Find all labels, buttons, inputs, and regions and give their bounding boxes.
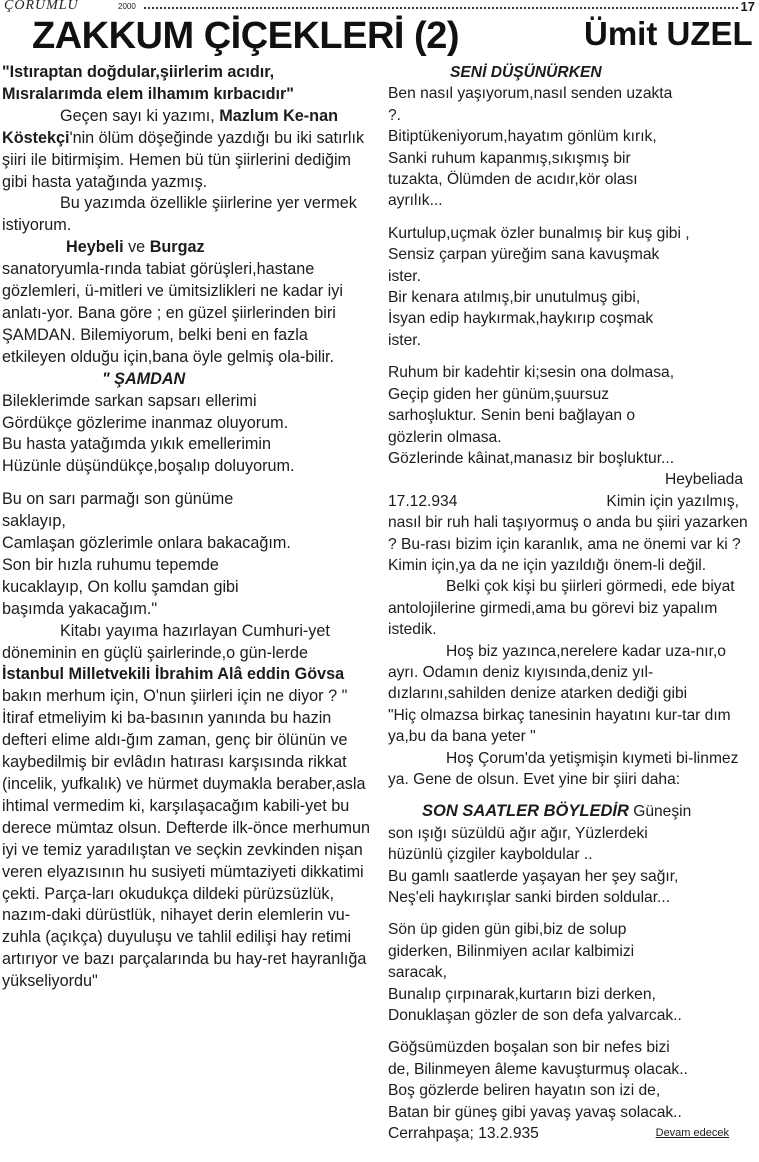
paragraph: Belki çok kişi bu şiirleri görmedi, ede biyat antolojilerine girmedi,ama bu görevi biz yapalım istedik. (388, 578, 735, 639)
lead-line: "Istıraptan doğdular,şiirlerim acıdır, (2, 63, 275, 81)
poem-line: Sön üp giden gün gibi,biz de solup (388, 921, 627, 939)
text-run: ve (123, 238, 150, 257)
quote: "Hiç olmazsa birkaç tanesinin hayatını kur-tar dım ya,bu da bana yeter " (388, 706, 731, 746)
paragraph: Hoş biz yazınca,nerelere kadar uza-nır,o ayrı. Odamın deniz kıyısında,deniz yıl- dızlarını,sahilden denize atarken dediği gibi (388, 642, 726, 703)
poem-line: Donuklaşan gözler de son defa yalvarcak.. (388, 1007, 682, 1025)
paragraph (2, 621, 372, 993)
poet-name: Mazlum Ke-nan Köstekçi (2, 106, 338, 147)
poem-line: ister. (388, 331, 421, 349)
text-run: 'nin ölüm döşeğinde yazdığı bu iki satırlık şiiri ile bitirmişim. Hemen bü tün şiirlerini dediğim gibi hasta yatağında yazmış. (2, 128, 365, 191)
text-run: sanatoryumla-rında tabiat görüşleri,hastane gözlemleri, ü-mitleri ve ümitsizlikleri ne kadar iyi anlatı-yor. Bana göre ; en güzel şiirlerinden biri ŞAMDAN. Bilemiyorum, belki beni en fazla etkileyen olduğu için,bana öyle gelmiş ola-bilir. (2, 260, 343, 366)
poem-line: Bunalıp çırpınarak,kurtarın bizi derken, (388, 985, 656, 1003)
poem-stanza (388, 83, 757, 211)
poem-stanza (388, 919, 757, 1026)
poem-stanza (2, 391, 372, 479)
paragraph: nasıl bir ruh hali taşıyormuş o anda bu şiiri yazarken ? Bu-rası bizim için karanlık, ama ne önemi var ki ? Kimin için,ya da ne için yazıldığı önem-li değil. (388, 514, 748, 574)
left-column (2, 62, 372, 993)
article-footer (388, 1123, 757, 1144)
poem-line: Son bir hızla ruhumu tepemde (2, 555, 219, 574)
poem-line: Bileklerimde sarkan sapsarı ellerimi (2, 391, 257, 410)
poem-title: " ŞAMDAN (102, 369, 186, 388)
poem-line: Ruhum bir kadehtir ki;sesin ona dolmasa, (388, 364, 675, 382)
article-title: ZAKKUM ÇİÇEKLERİ (2) (32, 15, 459, 57)
poem-line: giderken, Bilinmiyen acılar kalbimizi (388, 942, 635, 960)
text-run: bakın merhum için, O'nun şiirleri için ne diyor ? " İtiraf etmeliyim ki ba-basının yanında bu hazin defteri elime aldı-ğım zaman, genç bir ölünün ve kaybedilmiş bir evlâdın hatırası karşısında rikkat (incelik, yufkalık) ve hürmet duymakla beraber,asla ihtimal vermedim ki, karşılaşacağım kabili-yet bu derece mümtaz olsun. Defterde ilk-önce merhumun iyi ve temiz yaradılıştan ve seçkin zevkinden nişan veren elyazısının hu susiyeti mümtaziyeti dikkatimi çekti. Parça-ları okudukça dildeki pürüzsüzlük, nazım-daki dürüstlük, nihayet derin elemlerin vu-zuhla (açıkça) duyuluşu ve tahlil edilişi hay retimi artırıyor ve bazı parçalarında bu hay-ret hayranlığa yükseliyordu" (2, 687, 370, 991)
poem-line: Göğsümüzden boşalan son bir nefes bizi (388, 1039, 670, 1057)
poem-line: ?. (388, 106, 402, 124)
masthead: ÇORUMLU (4, 0, 79, 13)
poem-line: Bitiptükeniyorum,hayatım gönlüm kırık, (388, 128, 657, 146)
poem-line: sarhoşluktur. Senin beni bağlayan o (388, 407, 636, 425)
continued-note: Devam edecek (655, 1127, 729, 1140)
text-run: Kimin için yazılmış, (606, 492, 739, 510)
poem-line: Sensiz çarpan yüreğim sana kavuşmak (388, 246, 660, 264)
poem-line: Bu gamlı saatlerde yaşayan her şey sağır, (388, 867, 679, 885)
poem-stanza (388, 823, 757, 909)
place-name: Heybeli (66, 238, 124, 257)
poem-line: Bu hasta yatağımda yıkık emellerimin (2, 435, 272, 454)
poem-line: ister. (388, 267, 421, 285)
poem-line: Kurtulup,uçmak özler bunalmış bir kuş gibi , (388, 224, 690, 242)
poem-title: SENİ DÜŞÜNÜRKEN (450, 64, 602, 81)
poem-place: Cerrahpaşa; 13.2.935 (388, 1125, 539, 1143)
poem-date-row (388, 491, 757, 512)
poem-line: Gözlerinde kâinat,manasız bir boşluktur... (388, 449, 675, 467)
paragraph: Hoş Çorum'da yetişmişin kıymeti bi-linmez ya. Gene de olsun. Evet yine bir şiiri daha: (388, 749, 739, 788)
poem-line: saracak, (388, 964, 447, 982)
poem-line: ayrılık... (388, 192, 443, 210)
poem-stanza (388, 1037, 757, 1123)
text-run: Güneşin (628, 803, 692, 821)
poem-line: Bu on sarı parmağı son günüme (2, 490, 234, 509)
paragraph (2, 106, 372, 194)
place-name: Burgaz (149, 238, 205, 257)
lead-line: Mısralarımda elem ilhamım kırbacıdır" (2, 84, 294, 103)
poem-line: son ışığı süzüldü ağır ağır, Yüzlerdeki (388, 824, 648, 842)
page-number: 17 (740, 0, 755, 14)
editor-name: İstanbul Milletvekili İbrahim Alâ eddin Gövsa (2, 665, 345, 684)
article-author: Ümit UZEL (584, 15, 753, 52)
poem-line: Bir kenara atılmış,bir unutulmuş gibi, (388, 289, 641, 307)
poem-line: Hüzünle düşündükçe,boşalıp doluyorum. (2, 457, 295, 476)
poem-line: saklayıp, (2, 512, 66, 531)
poem-line: Camlaşan gözlerimle onlara bakacağım. (2, 534, 291, 553)
poem-line: hüzünlü çizgiler kayboldular .. (388, 846, 593, 864)
poem-line: Geçip giden her günüm,şuursuz (388, 385, 610, 403)
poem-line: Boş gözlerde beliren hayatın son izi de, (388, 1082, 661, 1100)
poem-title-line (422, 801, 757, 822)
poem-line: Ben nasıl yaşıyorum,nasıl senden uzakta (388, 85, 673, 103)
lead-couplet (2, 62, 372, 106)
poem-stanza (388, 223, 757, 351)
poem-line: Sanki ruhum kapanmış,sıkışmış bir (388, 149, 631, 167)
poem-stanza (2, 489, 372, 620)
issue-year: 2000 (118, 2, 136, 11)
poem-line: İsyan edip haykırmak,haykırıp coşmak (388, 310, 654, 328)
poem-line: kucaklayıp, On kollu şamdan gibi (2, 577, 239, 596)
poem-date: 17.12.934 (388, 492, 458, 510)
paragraph: Bu yazımda özellikle şiirlerine yer vermek istiyorum. (2, 194, 357, 235)
poem-stanza (388, 362, 757, 469)
poem-line: gözlerin olmasa. (388, 428, 502, 446)
poem-line: başımda yakacağım." (2, 599, 158, 618)
poem-title: SON SAATLER BÖYLEDİR (422, 802, 629, 821)
poem-line: Batan bir güneş gibi yavaş yavaş solacak.. (388, 1103, 682, 1121)
poem-line: de, Bilinmeyen âleme kavuşturmuş olacak.. (388, 1060, 688, 1078)
paragraph (2, 237, 372, 368)
poem-line: Neş'eli haykırışlar sanki birden soldular... (388, 889, 671, 907)
text-run: Geçen sayı ki yazımı, (60, 106, 220, 125)
poem-line: Gördükçe gözlerime inanmaz oluyorum. (2, 413, 289, 432)
right-column (388, 62, 757, 1145)
poem-place: Heybeliada (664, 471, 743, 489)
poem-line: tuzakta, Ölümden de acıdır,kör olası (388, 171, 638, 189)
text-run: Kitabı yayıma hazırlayan Cumhuri-yet döneminin en güçlü şairlerinde,o gün-lerde (2, 621, 330, 662)
header-dotted-rule (144, 7, 738, 9)
